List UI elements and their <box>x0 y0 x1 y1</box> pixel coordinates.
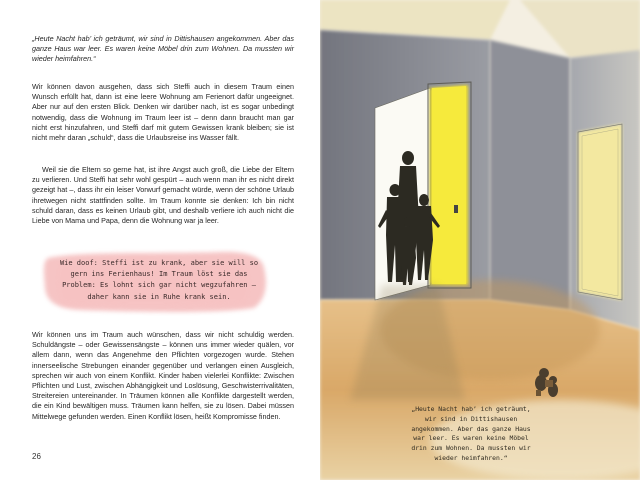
highlight-box <box>40 248 270 316</box>
paragraph-1: Wir können davon ausgehen, dass sich Steffi auch in diesem Traum einen Wunsch erfüllt hat, dann ist eine leere Wohnung am Ferienort dafür ungeeignet. Aber nur auf den ersten Blick. Denken wir darüber nach, ist es sogar unbedingt notwendig, dass die Wohnung im Traum leer ist – denn dann braucht man gar nicht erst hinzufahren, und Steffi darf mit gutem Gewissen krank bleiben; sie ist nicht mehr daran „schuld“, dass die Urlaubsreise ins Wasser fällt. <box>32 82 294 143</box>
light-switch <box>454 205 458 213</box>
back-wall <box>490 40 570 310</box>
paragraph-3: Wir können uns im Traum auch wünschen, dass wir nicht schuldig werden. Schuldängste – oder Gewissensängste – können uns immer wieder quälen, vor allem dann, wenn das Angenehme den Pflichten vorgezogen wurde. Stehen innerseelische Strebungen einander gegenüber und verlangen einen Ausgleich, sprechen wir auch von einem Konflikt. Kinder haben vielerlei Konflikte: Zwischen Pflichten und Lust, zwischen Abhängigkeit und Loslösung, Geschwisterrivalitäten, Streitereien untereinander. In Träumen können alle Konflikte dargestellt werden, die ein Kind bewältigen muss. Träumen kann helfen, sie zu lösen. Dabei müssen Mittelwege gefunden werden. Einen Konflikt lösen, heißt Kompromisse finden. <box>32 330 294 421</box>
right-page <box>320 0 640 480</box>
intro-quote: „Heute Nacht hab’ ich geträumt, wir sind in Dittishausen angekommen. Aber das ganze Haus war leer. Es waren keine Möbel drin zum Wohnen. Da mussten wir wieder heimfahren.“ <box>32 34 294 64</box>
far-door <box>578 124 622 300</box>
highlight-text: Wie doof: Steffi ist zu krank, aber sie will so gern ins Ferienhaus! Im Traum löst sie das Problem: Es lohnt sich gar nicht wegzufahren – daher kann sie in Ruhe krank sein. <box>59 259 259 301</box>
paragraph-2: Weil sie die Eltern so gerne hat, ist ihre Angst auch groß, die Liebe der Eltern zu verlieren. Und Steffi hat sehr wohl gespürt – auch wenn man ihr es nicht direkt gezeigt hat –, dass ihr ein leiser Vorwurf gemacht würde, wenn der schöne Urlaub ihretwegen nicht stattfinden sollte. Im Traum konnte sie denken: Ich bin nicht schuld daran, dass es keinen Urlaub gibt, und deshalb verliere ich auch nicht die Liebe von Mama und Papa, denn die Wohnung war ja leer. <box>32 165 294 226</box>
page-number: 26 <box>32 452 41 461</box>
illustration-caption: „Heute Nacht hab’ ich geträumt, wir sind in Dittishausen angekommen. Aber das ganze Haus war leer. Es waren keine Möbel drin zum Wohnen. Da mussten wir wieder heimfahren.“ <box>411 405 531 462</box>
